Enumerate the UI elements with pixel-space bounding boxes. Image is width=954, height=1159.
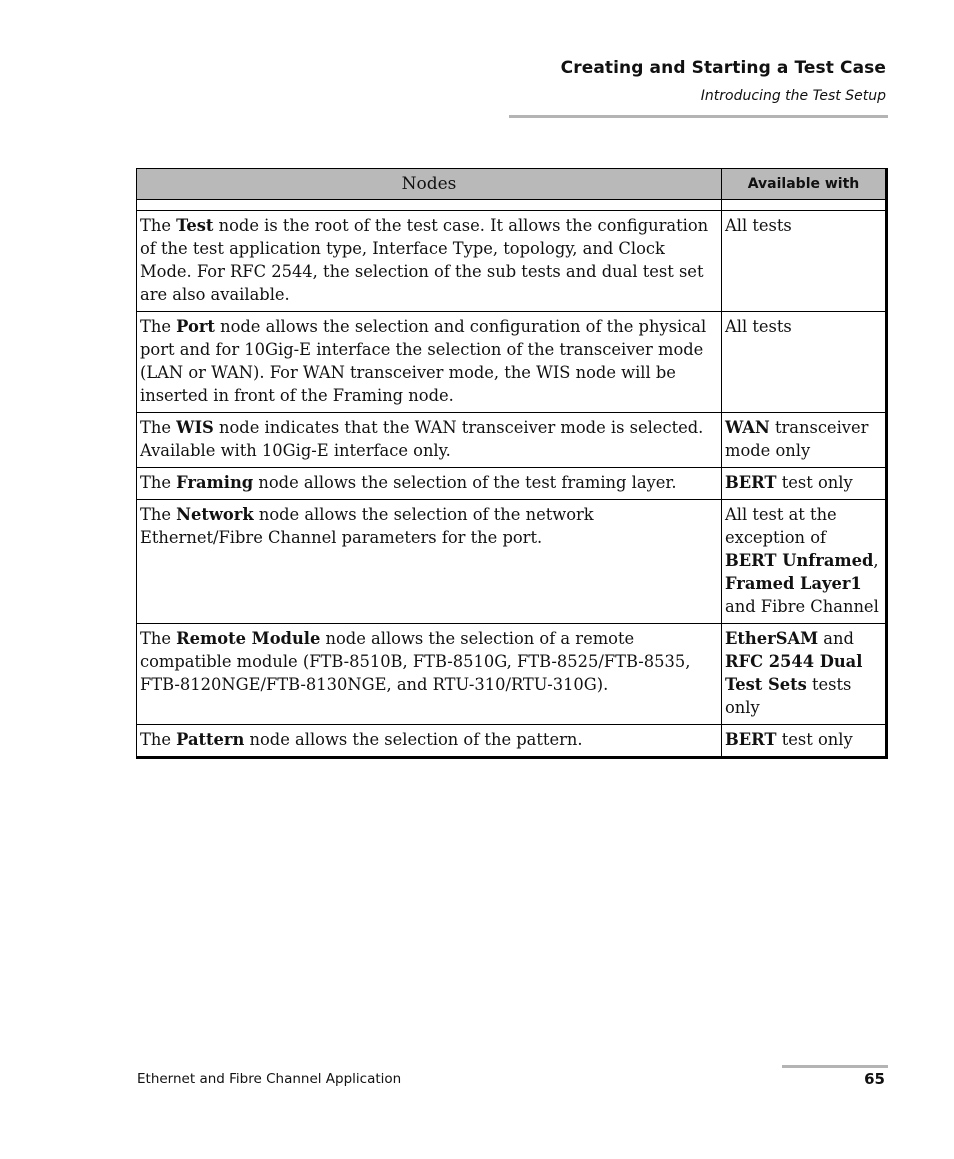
- node-availability: BERT test only: [725, 730, 853, 749]
- table-row: [137, 725, 885, 756]
- footer-document-title: Ethernet and Fibre Channel Application: [137, 1071, 402, 1087]
- node-availability: WAN transceiver mode only: [722, 413, 885, 468]
- node-availability: All tests: [722, 211, 885, 312]
- table-row: [137, 413, 885, 468]
- node-description: The Network node allows the selection of the network Ethernet/Fibre Channel parameters for the port.: [137, 500, 722, 624]
- table-header-row: [137, 169, 885, 200]
- header-rule: [509, 115, 888, 118]
- page-header-subtitle: Introducing the Test Setup: [700, 88, 886, 104]
- header-gap-row: [137, 200, 885, 211]
- column-header-nodes: Nodes: [137, 169, 722, 200]
- page-header-title: Creating and Starting a Test Case: [560, 58, 886, 78]
- node-description: The Test node is the root of the test case. It allows the configuration of the test application type, Interface Type, topology, and Clock Mode. For RFC 2544, the selection of the sub tests and dual test set are also available.: [137, 211, 722, 312]
- node-description: The Framing node allows the selection of the test framing layer.: [137, 468, 722, 500]
- table-row: [137, 211, 885, 312]
- node-availability: BERT test only: [722, 468, 885, 500]
- node-description: The Pattern node allows the selection of the pattern.: [137, 725, 722, 756]
- table-row: [137, 312, 885, 413]
- table-row: [137, 500, 885, 624]
- node-description: The WIS node indicates that the WAN transceiver mode is selected. Available with 10Gig-E interface only.: [137, 413, 722, 468]
- node-availability: All test at the exception of BERT Unframed, Framed Layer1 and Fibre Channel: [722, 500, 885, 624]
- node-availability: All tests: [722, 312, 885, 413]
- table-row: [137, 624, 885, 725]
- column-header-available-with: Available with: [722, 169, 885, 200]
- node-description: The Port node allows the selection and configuration of the physical port and for 10Gig-E interface the selection of the transceiver mode (LAN or WAN). For WAN transceiver mode, the WIS node will be inserted in front of the Framing node.: [137, 312, 722, 413]
- table-row: [137, 468, 885, 500]
- nodes-table: [136, 168, 888, 759]
- node-description: The Remote Module node allows the selection of a remote compatible module (FTB-8510B, FTB-8510G, FTB-8525/FTB-8535, FTB-8120NGE/FTB-8130NGE, and RTU-310/RTU-310G).: [137, 624, 722, 725]
- page-number: 65: [864, 1070, 885, 1088]
- footer-rule: [782, 1065, 888, 1068]
- node-availability: EtherSAM and RFC 2544 Dual Test Sets tests only: [722, 624, 885, 725]
